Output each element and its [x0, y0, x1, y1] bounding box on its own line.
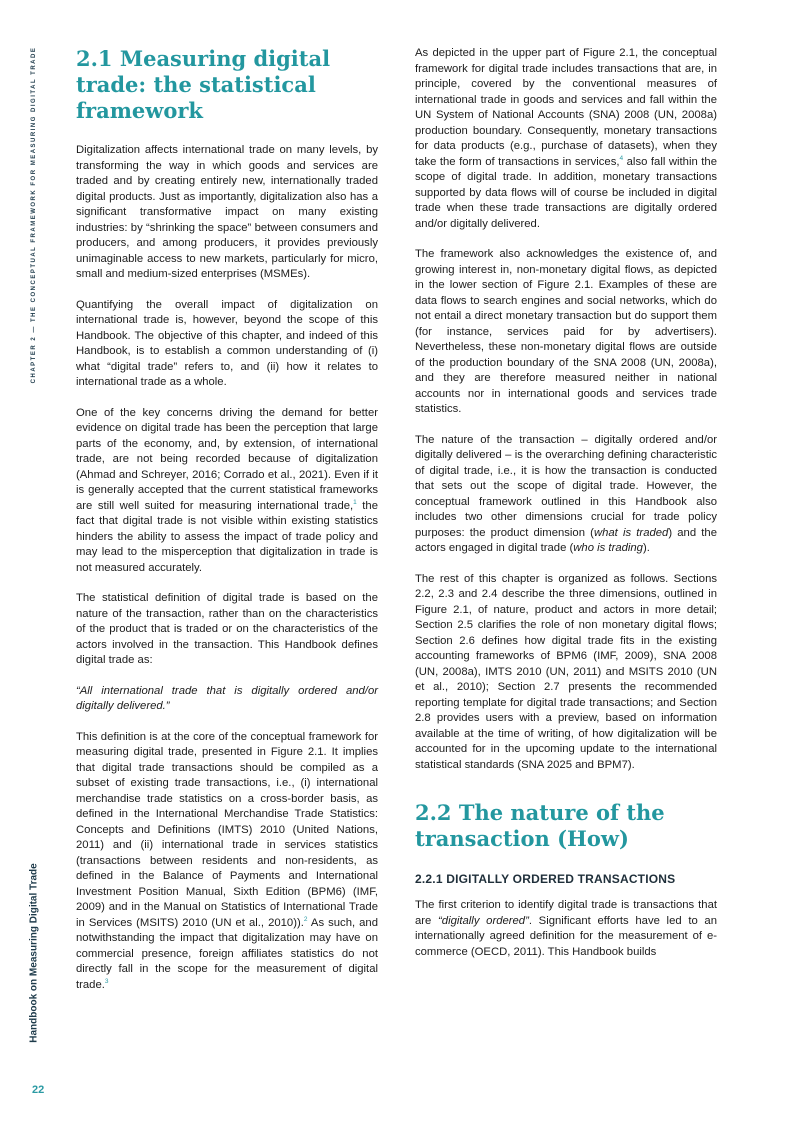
- paragraph: [76, 406, 378, 577]
- running-head-text: CHAPTER 2 — THE CONCEPTUAL FRAMEWORK FOR MEASURING DIGITAL TRADE: [31, 46, 37, 384]
- text-run: also fall within the scope of digital trade. In addition, monetary transactions supported by data flows will of course be included in digital trade when these trade transactions are digitally ordered and/or digitally delivered.: [415, 155, 717, 230]
- paragraph: The statistical definition of digital trade is based on the nature of the transaction, rather than on the characteristics of the product that is traded or on the characteristics of the actors involved in the transaction. This Handbook defines digital trade as:: [76, 592, 378, 666]
- paragraph: [415, 46, 717, 232]
- section-heading-2-1: 2.1 Measuring digital trade: the statistical framework: [76, 46, 331, 123]
- emphasis: who is trading: [573, 542, 643, 554]
- paragraph: [415, 433, 717, 557]
- text-run: As such, and notwithstanding the impact that digitalization may have on commercial presence, foreign affiliates statistics do not directly fall in the scope for the measurement of digital trade.: [76, 916, 379, 991]
- section-heading-2-2: 2.2 The nature of the transaction (How): [415, 800, 665, 851]
- footnote-ref[interactable]: 1: [353, 498, 357, 506]
- running-head: [28, 46, 40, 384]
- footnote-ref[interactable]: 3: [104, 977, 109, 985]
- text-run: ).: [642, 542, 650, 554]
- paragraph: [415, 898, 717, 960]
- definition-quote: “All international trade that is digitally ordered and/or digitally delivered.”: [76, 684, 378, 712]
- paragraph: [76, 730, 378, 994]
- subsection-heading-2-2-1: 2.2.1 DIGITALLY ORDERED TRANSACTIONS: [415, 872, 676, 886]
- text-run: . Significant efforts have led to an internationally agreed definition for the measurement of e-commerce (OECD, 2011). This Handbook builds: [415, 914, 718, 958]
- page-number: 22: [32, 1084, 45, 1096]
- emphasis: what is traded: [593, 526, 669, 539]
- text-run: The first criterion to identify digital trade is transactions that are: [415, 899, 717, 927]
- text-run: ) and the actors engaged in digital trade (: [415, 526, 717, 554]
- text-run: This definition is at the core of the conceptual framework for measuring digital trade, presented in Figure 2.1. It implies that digital trade transactions should be compiled as a subset of existing trade transactions, i.e., (i) international merchandise trade statistics on a cross-border basis, as defined in the International Merchandise Trade Statistics: Concepts and Definitions (IMTS) 2010 (United Nations, 2011) and (ii) international trade in services statistics (transactions between residents and non-residents, as defined in the Balance of Payments and International Investment Position Manual, Sixth Edition (BPM6) (IMF, 2009) and in the Manual on Statistics of International Trade in Services (MSITS) 2010 (UN et al., 2010)).: [76, 730, 378, 929]
- text-run: One of the key concerns driving the demand for better evidence on digital trade has been the perception that large parts of the economy, and, by extension, of international trade, are not being recorded because of digitalization (Ahmad and Schreyer, 2016; Corrado et al., 2021). Even if it is generally accepted that the current statistical frameworks are still well suited for measuring international trade,: [76, 406, 378, 512]
- emphasis: “digitally ordered”: [438, 914, 529, 927]
- paragraph: Quantifying the overall impact of digitalization on international trade is, however, beyond the scope of this Handbook. The objective of this chapter, and indeed of this Handbook, is to establish a common understanding of (i) what “digital trade” refers to, and (ii) how it relates to international trade as a whole.: [76, 298, 378, 388]
- paragraph: The rest of this chapter is organized as follows. Sections 2.2, 2.3 and 2.4 describe the three dimensions, outlined in Figure 2.1, of nature, product and actors in more detail; Section 2.5 clarifies the role of non monetary digital flows; Section 2.6 defines how digital trade fits in the existing accounting frameworks of BPM6 (IMF, 2009), SNA 2008 (UN, 2008a), IMTS 2010 (UN, 2011) and MSITS 2010 (UN et al., 2010); Section 2.7 presents the recommended reporting template for digital trade transactions; and Section 2.8 provides users with a preview, based on information available at the time of writing, of how digitalization will be accounted for in the upcoming update to the international statistical standards (SNA 2025 and BPM7).: [415, 572, 717, 771]
- left-column: [76, 46, 378, 1008]
- text-run: The nature of the transaction – digitally ordered and/or digitally delivered – is the overarching defining characteristic of digital trade, i.e., it is how the transaction is conducted that sets out the scope of digital trade. However, the conceptual framework outlined in this Handbook also includes two other dimensions crucial for trade policy purposes: the product dimension (: [415, 433, 717, 539]
- paragraph: The framework also acknowledges the existence of, and growing interest in, non-monetary digital flows, as depicted in the lower section of Figure 2.1. Examples of these are data flows to search engines and social networks, which do not entail a direct monetary transaction but do support them (for instance, services paid for by advertisers). Nevertheless, these non-monetary digital flows are outside of the production boundary of the SNA 2008 (UN, 2008a), and they are therefore measured neither in national accounts nor in international goods and services trade statistics.: [415, 248, 717, 415]
- book-title: [26, 863, 42, 1043]
- book-title-text: Handbook on Measuring Digital Trade: [28, 863, 40, 1043]
- footnote-ref[interactable]: 4: [619, 154, 624, 162]
- footnote-ref[interactable]: 2: [303, 915, 308, 923]
- text-run: the fact that digital trade is not visible within existing statistics hinders the ability to assess the impact of trade policy and may lead to the misperception that digitalization in trade is not measured accurately.: [76, 499, 378, 574]
- right-column: [415, 46, 717, 975]
- text-run: As depicted in the upper part of Figure 2.1, the conceptual framework for digital trade includes transactions that are, in principle, covered by the conventional measures of international trade in goods and services and fall within the UN System of National Accounts (SNA) 2008 (UN, 2008a) production boundary. Consequently, monetary transactions for data products (e.g., purchase of datasets), when they take the form of transactions in services,: [415, 47, 717, 168]
- paragraph: Digitalization affects international trade on many levels, by transforming the way in which goods and services are traded and by creating entirely new, internationally traded digital products. Just as importantly, digitalization also has a significant transformative impact on many existing industries: by “shrinking the space” between consumers and producers, and among producers, it provides previously unimaginable access to new markets, particularly for micro, small and medium-sized enterprises (MSMEs).: [76, 144, 378, 280]
